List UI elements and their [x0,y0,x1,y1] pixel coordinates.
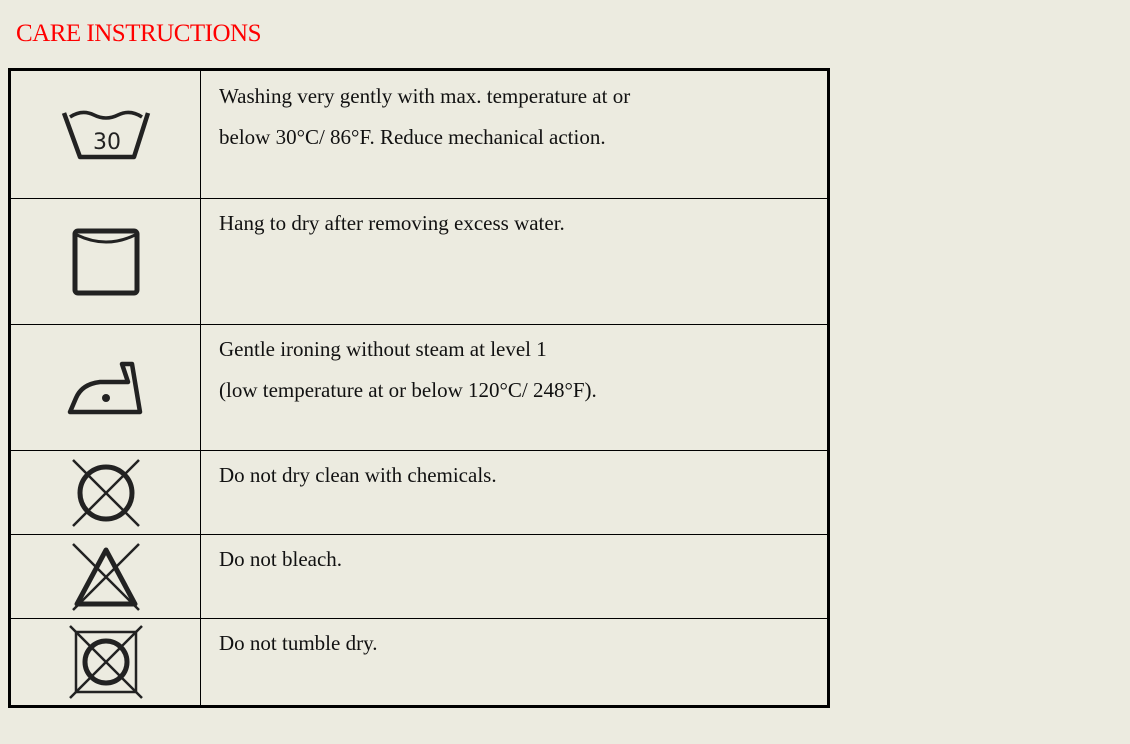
instruction-text: Do not tumble dry. [219,631,378,655]
instruction-text: Do not bleach. [219,547,343,571]
instruction-text: Washing very gently with max. temperature at or below 30°C/ 86°F. Reduce mechanical action. [219,84,631,149]
table-row [11,450,827,534]
wash-temperature-label: 30 [92,129,121,155]
wash-30-gentle-icon [56,105,156,165]
table-row [11,71,827,198]
no-bleach-icon [69,540,143,614]
line-dry-icon [71,227,141,297]
iron-low-icon [66,358,146,418]
instruction-text: Gentle ironing without steam at level 1 (low temperature at or below 120°C/ 248°F). [219,337,597,402]
table-row [11,618,827,705]
instruction-text: Hang to dry after removing excess water. [219,211,565,235]
table-row [11,198,827,324]
page-title: CARE INSTRUCTIONS [16,20,261,47]
table-row [11,534,827,618]
no-dry-clean-icon [69,456,143,530]
care-table [8,68,830,708]
table-row [11,324,827,450]
no-tumble-dry-icon [67,623,145,701]
instruction-text: Do not dry clean with chemicals. [219,463,497,487]
